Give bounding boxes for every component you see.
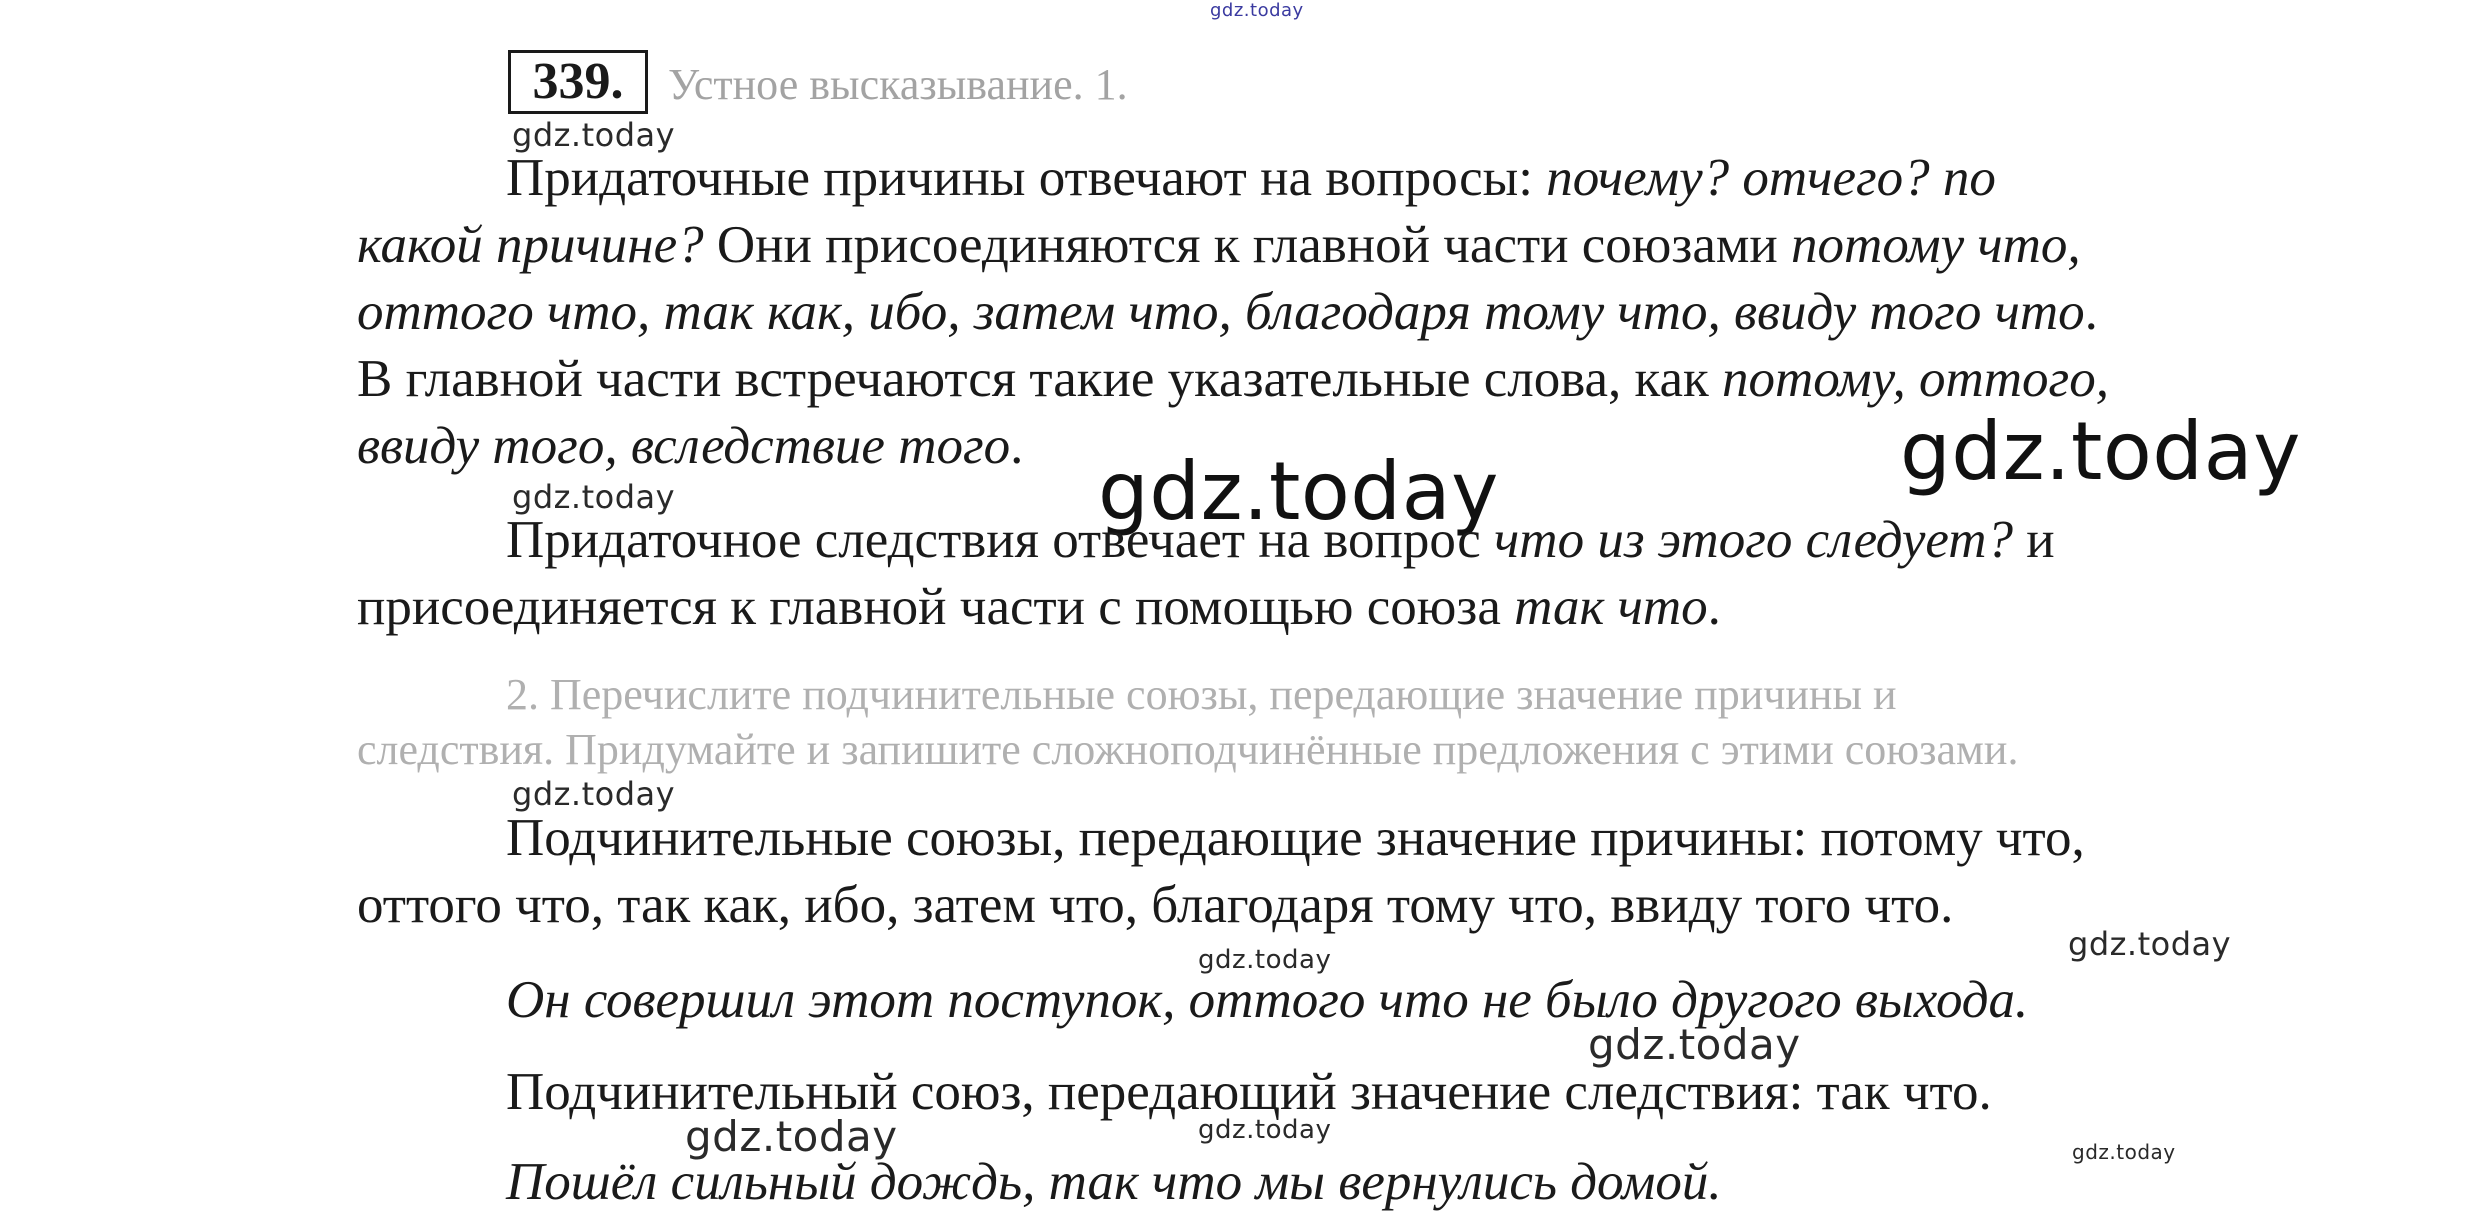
- watermark: gdz.today: [512, 775, 676, 813]
- italic-text: оттого что, так как, ибо, затем что, благодаря тому что, ввиду того что: [357, 283, 2085, 341]
- task2-line1: 2. Перечислите подчинительные союзы, передающие значение причины и: [506, 670, 1897, 719]
- watermark: gdz.today: [1198, 1115, 1332, 1145]
- watermark: gdz.today: [1588, 1020, 1801, 1069]
- para1-line2: [357, 213, 2081, 277]
- italic-text: какой причине?: [357, 216, 704, 274]
- para2-line2: [357, 575, 1721, 639]
- watermark-large: gdz.today: [1098, 445, 1499, 538]
- text: присоединяется к главной части с помощью союза: [357, 578, 1515, 636]
- answer-cause-line1: Подчинительные союзы, передающие значение причины: потому что,: [506, 809, 2085, 867]
- text: и: [2013, 511, 2055, 569]
- answer-consequence-example: [506, 1150, 1722, 1214]
- italic-text: так что: [1514, 578, 1708, 636]
- watermark: gdz.today: [2072, 1140, 2176, 1164]
- answer-cause-line2: оттого что, так как, ибо, затем что, благодаря тому что, ввиду того что.: [357, 876, 1954, 934]
- para1-line5: [357, 414, 1023, 478]
- watermark: gdz.today: [685, 1112, 898, 1161]
- text: Они присоединяются к главной части союзами: [703, 216, 1791, 274]
- para1-line4: [357, 347, 2109, 411]
- text: .: [2084, 283, 2098, 341]
- para1-line1: [506, 146, 1996, 210]
- exercise-title: Устное высказывание. 1.: [668, 60, 1128, 109]
- watermark-top: gdz.today: [1210, 0, 1304, 21]
- italic-text: что из этого следует?: [1494, 511, 2014, 569]
- italic-text: почему? отчего? по: [1546, 149, 1996, 207]
- text: Придаточные причины отвечают на вопросы:: [506, 149, 1547, 207]
- italic-text: потому, оттого,: [1722, 350, 2109, 408]
- exercise-number: 339.: [508, 50, 648, 114]
- task2-line2: следствия. Придумайте и запишите сложноподчинённые предложения с этими союзами.: [357, 725, 2019, 774]
- watermark: gdz.today: [1198, 945, 1332, 975]
- italic-text: ввиду того, вследствие того: [357, 417, 1011, 475]
- text: .: [1707, 578, 1721, 636]
- para2-line1: [506, 508, 2055, 572]
- watermark: gdz.today: [512, 478, 676, 516]
- italic-text: Пошёл сильный дождь, так что мы вернулись домой.: [506, 1153, 1722, 1211]
- text: Придаточное следствия отвечает на вопрос: [506, 511, 1495, 569]
- text: .: [1010, 417, 1024, 475]
- para1-line3: [357, 280, 2098, 344]
- italic-text: Он совершил этот поступок, оттого что не было другого выхода.: [506, 971, 2029, 1029]
- answer-consequence: Подчинительный союз, передающий значение следствия: так что.: [506, 1063, 1992, 1121]
- text: В главной части встречаются такие указательные слова, как: [357, 350, 1723, 408]
- watermark-large: gdz.today: [1900, 405, 2301, 498]
- italic-text: потому что,: [1791, 216, 2081, 274]
- watermark: gdz.today: [2068, 925, 2232, 963]
- watermark: gdz.today: [512, 116, 676, 154]
